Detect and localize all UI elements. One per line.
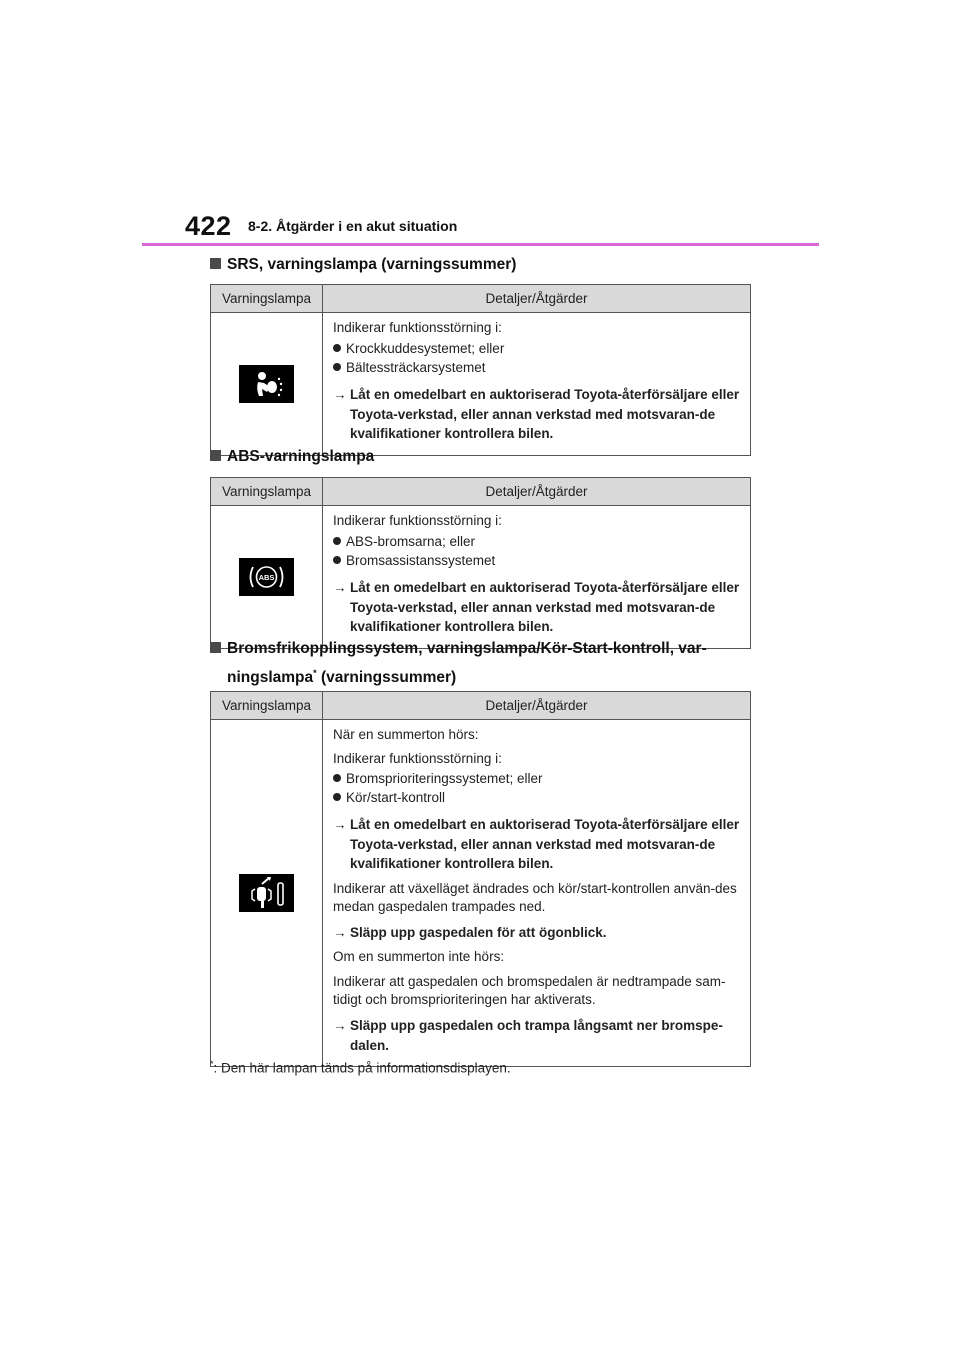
abs-warning-table	[210, 477, 751, 649]
column-header-details: Detaljer/Åtgärder	[323, 692, 751, 720]
detail-intro: Indikerar funktionsstörning i:	[333, 751, 502, 766]
action-text: → Släpp upp gaspedalen och trampa långsamt ner bromspe-dalen.	[333, 1018, 723, 1053]
list-item: Kör/start-kontroll	[333, 788, 746, 807]
section-heading-abs: ABS-varningslampa	[210, 446, 374, 468]
details-cell	[323, 506, 751, 649]
column-header-lamp: Varningslampa	[211, 285, 323, 313]
section-heading-srs: SRS, varningslampa (varningssummer)	[210, 254, 516, 276]
detail-intro: Indikerar funktionsstörning i:	[333, 320, 502, 335]
page-number: 422	[185, 211, 232, 241]
details-cell	[323, 720, 751, 1067]
arrow-icon: →	[333, 817, 347, 832]
brake-override-warning-table	[210, 691, 751, 1067]
header-rule	[142, 243, 819, 246]
lamp-cell	[211, 720, 323, 1067]
footnote-mark: *	[210, 1059, 214, 1069]
detail-paragraph: Indikerar att gaspedalen och bromspedalen är nedtrampade sam-tidigt och bromsprioriteringen har aktiverats.	[333, 974, 726, 1007]
detail-intro: Indikerar funktionsstörning i:	[333, 513, 502, 528]
detail-paragraph: Om en summerton inte hörs:	[333, 949, 505, 964]
list-item: Bromsprioriteringssystemet; eller	[333, 769, 746, 788]
list-item: Bältessträckarsystemet	[333, 358, 746, 377]
list-item: Bromsassistanssystemet	[333, 551, 746, 570]
square-bullet-icon	[210, 450, 221, 461]
column-header-lamp: Varningslampa	[211, 478, 323, 506]
srs-warning-table	[210, 284, 751, 456]
lamp-cell	[211, 313, 323, 456]
details-cell	[323, 313, 751, 456]
square-bullet-icon	[210, 642, 221, 653]
column-header-lamp: Varningslampa	[211, 692, 323, 720]
brake-override-warning-icon	[239, 874, 294, 912]
action-text: → Låt en omedelbart en auktoriserad Toyota-återförsäljare eller Toyota-verkstad, eller annan verkstad med motsvaran-de kvalifikationer kontrollera bilen.	[333, 387, 740, 441]
footnote-mark: *	[313, 668, 317, 678]
arrow-icon: →	[333, 387, 347, 402]
arrow-icon: →	[333, 580, 347, 595]
arrow-icon: →	[333, 924, 347, 940]
action-text: → Låt en omedelbart en auktoriserad Toyota-återförsäljare eller Toyota-verkstad, eller annan verkstad med motsvaran-de kvalifikationer kontrollera bilen.	[333, 580, 740, 634]
abs-warning-icon	[239, 558, 294, 596]
list-item: Krockkuddesystemet; eller	[333, 339, 746, 358]
lamp-cell	[211, 506, 323, 649]
detail-paragraph: Indikerar att växelläget ändrades och kör/start-kontrollen använ-des medan gaspedalen trampades ned.	[333, 880, 737, 914]
abs-icon-label: ABS	[258, 572, 275, 582]
section-heading-brake-override: Bromsfrikopplingssystem, varningslampa/Kör-Start-kontroll, var- ningslampa* (varningssummer)	[210, 638, 707, 689]
column-header-details: Detaljer/Åtgärder	[323, 285, 751, 313]
arrow-icon: →	[333, 1018, 347, 1033]
column-header-details: Detaljer/Åtgärder	[323, 478, 751, 506]
detail-paragraph: När en summerton hörs:	[333, 727, 479, 742]
list-item: ABS-bromsarna; eller	[333, 532, 746, 551]
footnote: *: Den här lampan tänds på informationsdisplayen.	[210, 1059, 511, 1076]
square-bullet-icon	[210, 258, 221, 269]
chapter-title: 8-2. Åtgärder i en akut situation	[248, 218, 458, 234]
srs-airbag-warning-icon	[239, 365, 294, 403]
action-text: → Släpp upp gaspedalen för att ögonblick.	[333, 923, 746, 943]
action-text: → Låt en omedelbart en auktoriserad Toyota-återförsäljare eller Toyota-verkstad, eller annan verkstad med motsvaran-de kvalifikationer kontrollera bilen.	[333, 817, 740, 871]
